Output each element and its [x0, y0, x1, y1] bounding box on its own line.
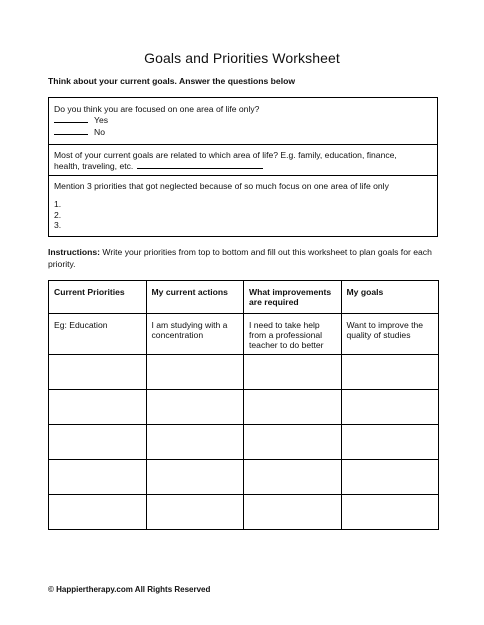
- question-box-focus: [48, 97, 438, 145]
- question-text: Most of your current goals are related to which area of life? E.g. family, education, finance,: [54, 150, 397, 160]
- table-cell-empty[interactable]: [244, 460, 342, 495]
- question-text-continued: health, traveling, etc.: [54, 160, 432, 171]
- table-cell-empty[interactable]: [146, 355, 244, 390]
- table-cell-empty[interactable]: [49, 495, 147, 530]
- table-row-example: [49, 314, 439, 355]
- table-row: [49, 495, 439, 530]
- header-improvements: What improvements are required: [244, 281, 342, 314]
- table-cell-empty[interactable]: [146, 495, 244, 530]
- table-cell-empty[interactable]: [49, 425, 147, 460]
- table-cell-empty[interactable]: [341, 355, 439, 390]
- table-cell-empty[interactable]: [244, 355, 342, 390]
- answer-blank[interactable]: [137, 160, 263, 169]
- instructions-label: Instructions:: [48, 247, 101, 257]
- priority-item-1[interactable]: 1.: [54, 199, 62, 210]
- question-box-priorities: [48, 175, 438, 237]
- question-text: Do you think you are focused on one area of life only?: [54, 104, 260, 114]
- table-cell-empty[interactable]: [341, 425, 439, 460]
- table-cell: I am studying with a concentration: [146, 314, 244, 355]
- instructions-text: Write your priorities from top to bottom and fill out this worksheet to plan goals for each priority.: [48, 247, 432, 269]
- question-text: Mention 3 priorities that got neglected because of so much focus on one area of life only: [54, 181, 389, 191]
- header-current-priorities: Current Priorities: [49, 281, 147, 314]
- priority-item-3[interactable]: 3.: [54, 220, 62, 231]
- table-header-row: [49, 281, 439, 314]
- table-cell: I need to take help from a professional teacher to do better: [244, 314, 342, 355]
- copyright-footer: © Happiertherapy.com All Rights Reserved: [48, 585, 211, 594]
- header-goals: My goals: [341, 281, 439, 314]
- table-cell-empty[interactable]: [146, 460, 244, 495]
- table-cell-empty[interactable]: [244, 425, 342, 460]
- instructions: [48, 246, 440, 270]
- table-row: [49, 390, 439, 425]
- table-cell-empty[interactable]: [146, 390, 244, 425]
- answer-blank[interactable]: [54, 126, 88, 135]
- table-cell-empty[interactable]: [146, 425, 244, 460]
- table-row: [49, 355, 439, 390]
- table-cell-empty[interactable]: [341, 460, 439, 495]
- table-row: [49, 425, 439, 460]
- table-cell-empty[interactable]: [341, 390, 439, 425]
- question-box-area: [48, 144, 438, 176]
- table-cell-empty[interactable]: [341, 495, 439, 530]
- table-cell-empty[interactable]: [49, 460, 147, 495]
- option-label: Yes: [94, 115, 109, 126]
- priority-item-2[interactable]: 2.: [54, 209, 62, 220]
- table-cell-empty[interactable]: [49, 355, 147, 390]
- table-cell-empty[interactable]: [49, 390, 147, 425]
- table-row: [49, 460, 439, 495]
- answer-blank[interactable]: [54, 114, 88, 123]
- table-cell-empty[interactable]: [244, 390, 342, 425]
- table-cell: Eg: Education: [49, 314, 147, 355]
- answer-option-no: [54, 126, 432, 137]
- answer-option-yes: [54, 114, 432, 125]
- table-cell-empty[interactable]: [244, 495, 342, 530]
- page-title: Goals and Priorities Worksheet: [144, 50, 340, 66]
- header-current-actions: My current actions: [146, 281, 244, 314]
- option-label: No: [94, 126, 105, 137]
- table-cell: Want to improve the quality of studies: [341, 314, 439, 355]
- section-prompt: Think about your current goals. Answer the questions below: [48, 76, 296, 86]
- goals-table: [48, 280, 439, 530]
